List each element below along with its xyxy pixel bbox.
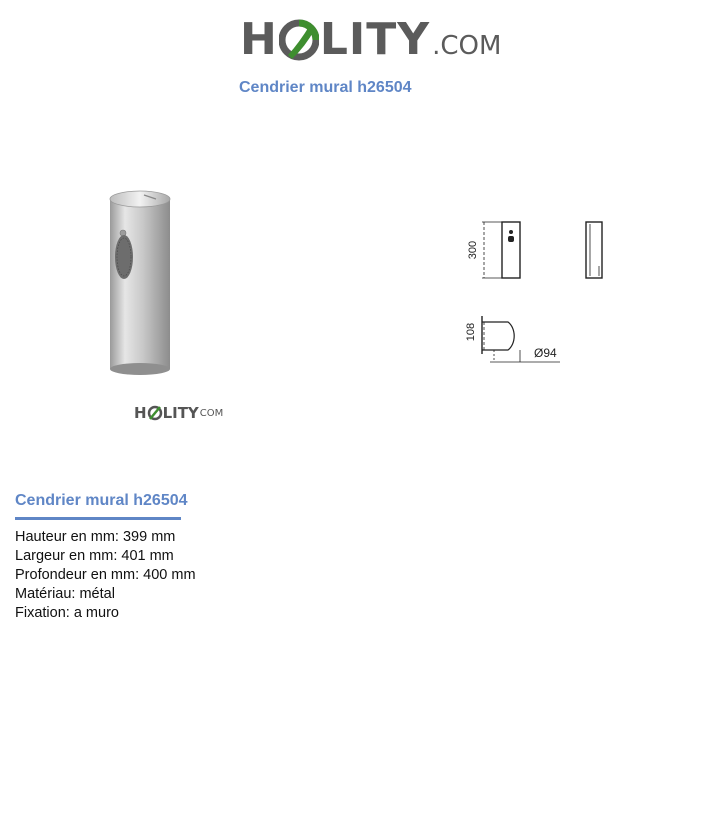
watermark-suffix: COM [199,407,224,419]
watermark-letters-before: H [134,404,147,422]
logo-letters-after: LITY [319,14,431,65]
title-underline [15,517,181,520]
spec-depth: Profondeur en mm: 400 mm [15,567,196,583]
watermark-o-icon [147,405,163,421]
brand-logo[interactable] [240,12,501,68]
technical-drawing [460,210,620,380]
spec-width: Largeur en mm: 401 mm [15,548,174,564]
logo-suffix: .COM [432,31,502,61]
depth-dimension-label: 108 [465,322,477,342]
diameter-dimension-label: Ø94 [534,346,557,360]
height-dimension-label: 300 [467,240,479,260]
spec-list [15,528,196,623]
product-title: Cendrier mural h26504 [15,492,188,509]
spec-material: Matériau: métal [15,586,115,602]
logo-o-icon [279,19,319,61]
watermark-letters-after: LITY [162,404,199,422]
ashtray-cylinder-image [100,185,180,385]
spec-height: Hauteur en mm: 399 mm [15,529,176,545]
product-watermark [134,404,223,422]
page-title: Cendrier mural h26504 [239,79,412,96]
logo-letters-before: H [240,14,278,65]
spec-mounting: Fixation: a muro [15,605,119,621]
